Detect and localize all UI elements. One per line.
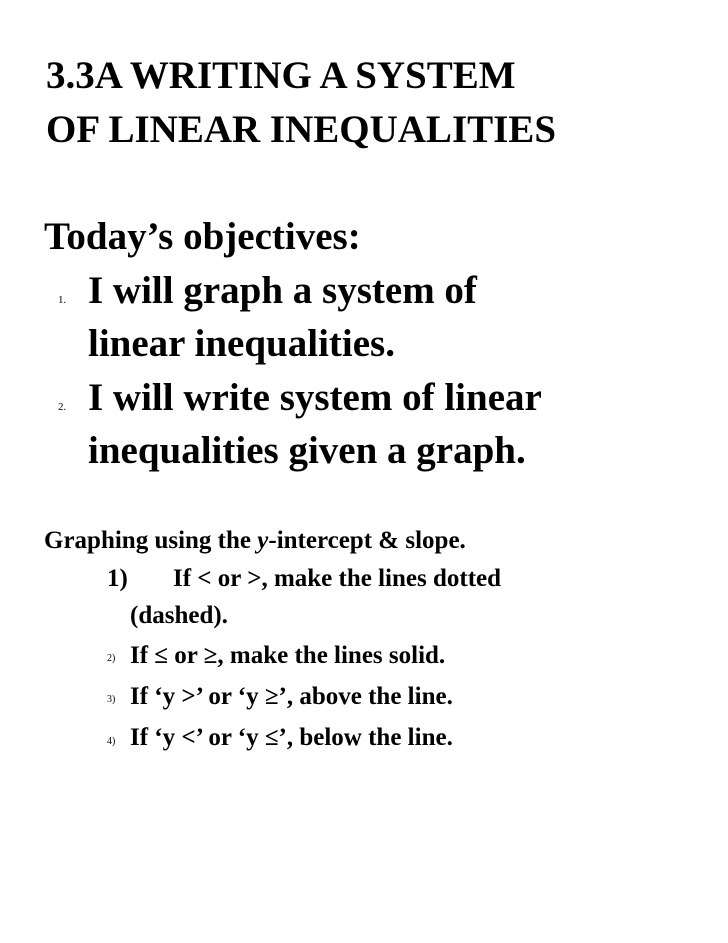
rule-3-number: 3): [107, 694, 116, 705]
objectives-heading: Today’s objectives:: [44, 215, 361, 258]
page-title-line-2: OF LINEAR INEQUALITIES: [46, 108, 557, 151]
page-title-line-1: 3.3A WRITING A SYSTEM: [46, 54, 516, 97]
rule-2-line-1: If ≤ or ≥, make the lines solid.: [130, 642, 446, 669]
objective-2-line-2: inequalities given a graph.: [88, 429, 526, 472]
rule-1-line-1: If < or >, make the lines dotted: [173, 565, 502, 592]
rule-1-number: 1): [107, 565, 128, 592]
objective-1-number: 1.: [58, 294, 67, 306]
graphing-heading-end: -intercept & slope.: [268, 527, 466, 554]
rule-1-line-2: (dashed).: [130, 602, 228, 629]
objective-2-number: 2.: [58, 401, 67, 413]
rule-4-number: 4): [107, 736, 116, 747]
rule-4-line-1: If ‘y <’ or ‘y ≤’, below the line.: [130, 724, 453, 751]
graphing-heading: [44, 526, 466, 556]
rule-2-number: 2): [107, 653, 116, 664]
objective-1-line-1: I will graph a system of: [88, 269, 477, 312]
objective-1-line-2: linear inequalities.: [88, 322, 395, 365]
graphing-heading-start: Graphing using the: [44, 527, 258, 554]
graphing-heading-variable: y: [257, 527, 269, 554]
rule-3-line-1: If ‘y >’ or ‘y ≥’, above the line.: [130, 683, 453, 710]
objective-2-line-1: I will write system of linear: [88, 376, 542, 419]
